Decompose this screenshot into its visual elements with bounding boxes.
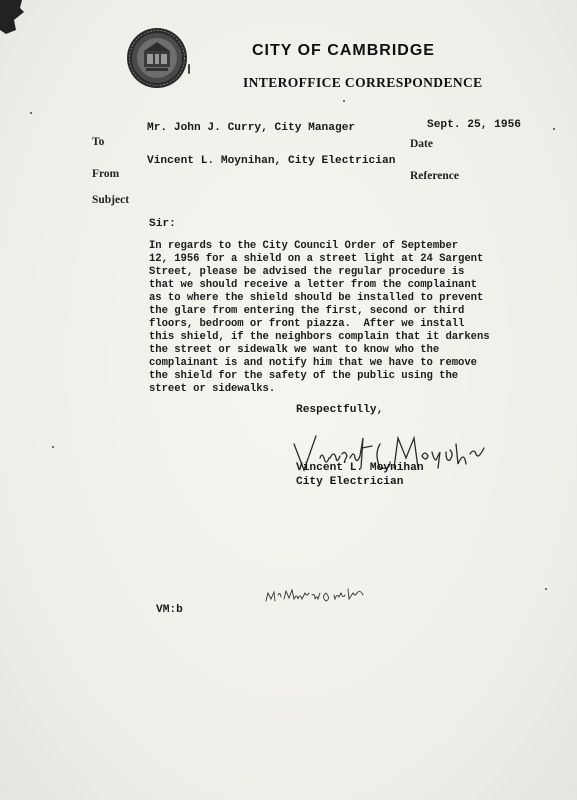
handwritten-note: [262, 581, 377, 607]
header-subtitle: INTEROFFICE CORRESPONDENCE: [243, 75, 483, 90]
header-title: CITY OF CAMBRIDGE: [252, 42, 435, 59]
city-seal-logo: [126, 27, 188, 89]
scan-speck: [30, 112, 32, 114]
body-line: the street or sidewalk we want to know who the: [149, 344, 440, 356]
scan-speck: [52, 446, 54, 448]
date-value: Sept. 25, 1956: [427, 119, 521, 131]
body-line: that we should receive a letter from the complainant: [149, 279, 477, 291]
body-line: street or sidewalks.: [149, 383, 276, 395]
from-value: Vincent L. Moynihan, City Electrician: [147, 155, 396, 167]
typist-initials: VM:b: [156, 604, 183, 616]
from-label: From: [92, 168, 120, 180]
scan-speck: [188, 64, 190, 74]
body-line: In regards to the City Council Order of September: [149, 240, 459, 252]
body-line: as to where the shield should be installed to prevent: [149, 292, 484, 304]
to-value: Mr. John J. Curry, City Manager: [147, 122, 356, 134]
body-line: this shield, if the neighbors complain that it darkens: [149, 331, 490, 343]
date-label: Date: [410, 138, 433, 150]
scan-speck: [553, 128, 555, 130]
body-line: floors, bedroom or front piazza. After we install: [149, 318, 465, 330]
body-line: the glare from entering the first, second or third: [149, 305, 465, 317]
closing: Respectfully,: [296, 404, 384, 416]
subject-label: Subject: [92, 194, 130, 206]
body-line: Street, please be advised the regular procedure is: [149, 266, 465, 278]
body-line: complainant is and notify him that we have to remove: [149, 357, 477, 369]
reference-label: Reference: [410, 170, 459, 182]
body-line: 12, 1956 for a shield on a street light at 24 Sargent: [149, 253, 484, 265]
to-label: To: [92, 136, 105, 148]
signer-name: Vincent L. Moynihan: [296, 462, 424, 474]
scan-speck: [545, 588, 547, 590]
salutation: Sir:: [149, 218, 176, 230]
signer-title: City Electrician: [296, 476, 404, 488]
scan-speck: [343, 100, 345, 102]
scan-corner-mark: [0, 0, 26, 34]
body-line: the shield for the safety of the public using the: [149, 370, 459, 382]
